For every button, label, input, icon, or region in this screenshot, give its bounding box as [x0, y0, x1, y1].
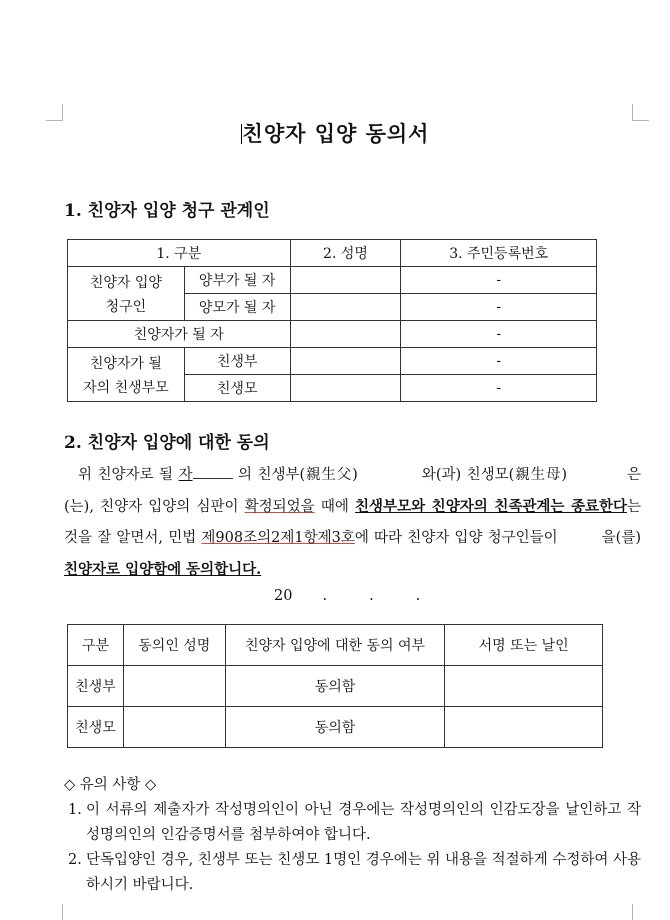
- applicant-table: [67, 239, 597, 402]
- header-name: 2. 성명: [290, 240, 401, 267]
- table-row: [68, 267, 597, 294]
- id-input-adoptive-mother[interactable]: -: [401, 294, 597, 321]
- table-row: [68, 348, 597, 375]
- date-sep: .: [322, 588, 328, 604]
- consenter-name-input[interactable]: [123, 707, 225, 748]
- consent-value: 동의함: [225, 666, 445, 707]
- date-sep: .: [369, 588, 374, 604]
- section2-heading: 2. 친양자 입양에 대한 동의: [64, 433, 270, 453]
- name-input-child[interactable]: [290, 321, 401, 348]
- notice-item: 2. 단독입양인 경우, 친생부 또는 친생모 1명인 경우에는 위 내용을 적절하게 수정하여 사용하시기 바랍니다.: [68, 852, 641, 893]
- id-input-bio-mother[interactable]: -: [401, 375, 597, 402]
- header-category: 구분: [68, 625, 124, 666]
- id-input-child[interactable]: -: [401, 321, 597, 348]
- document-title[interactable]: 친양자 입양 동의서: [242, 121, 430, 146]
- date-year: 20: [274, 588, 293, 604]
- table-header-row: [68, 240, 597, 267]
- law-reference: 제908조의2제1항제3호: [201, 530, 355, 546]
- signature-field[interactable]: [445, 666, 603, 707]
- consent-paragraph: 위 친양자로 될 자 의 친생부(親生父) 와(과) 친생모(親生母) 은(는), 친양자 입양의 심판이 확정되었을 때에 친생부모와 친양자의 친족관계는 종료한다는 것을 잘 알면서, 민법 제908조의2제1항제3호에 따라 친양자 입양 청구인들이 을(를) 친양자로 입양함에 동의합니다.: [64, 467, 641, 578]
- page-corner-mark: [46, 904, 63, 920]
- row-label: 친생부: [68, 666, 124, 707]
- notice-title: ◇ 유의 사항 ◇: [64, 777, 157, 793]
- section1-heading: 1. 친양자 입양 청구 관계인: [64, 201, 270, 221]
- date-line[interactable]: [274, 588, 420, 604]
- group-applicant: 친양자 입양 청구인: [68, 267, 185, 321]
- table-row: [68, 707, 603, 748]
- child-name-blank-line[interactable]: [193, 478, 233, 479]
- date-sep: .: [415, 588, 421, 604]
- header-consenter-name: 동의인 성명: [123, 625, 225, 666]
- row-label-bio-mother: 친생모: [184, 375, 290, 402]
- group-biological-parents: 친양자가 될 자의 친생부모: [68, 348, 185, 402]
- text-cursor: [241, 124, 242, 144]
- notice-item: 1. 이 서류의 제출자가 작성명의인이 아닌 경우에는 작성명의인의 인감도장을 날인하고 작성명의인의 인감증명서를 첨부하여야 합니다.: [68, 802, 641, 843]
- table-row: [68, 321, 597, 348]
- consent-statement: 친양자로 입양함에 동의합니다.: [64, 561, 262, 578]
- row-label: 친생모: [68, 707, 124, 748]
- signature-field[interactable]: [445, 707, 603, 748]
- id-input-adoptive-father[interactable]: -: [401, 267, 597, 294]
- consenter-name-input[interactable]: [123, 666, 225, 707]
- name-input-adoptive-father[interactable]: [290, 267, 401, 294]
- table-header-row: [68, 625, 603, 666]
- table-row: [68, 666, 603, 707]
- termination-clause: 친생부모와 친양자의 친족관계는 종료한다: [355, 498, 627, 515]
- name-input-bio-father[interactable]: [290, 348, 401, 375]
- header-id-number: 3. 주민등록번호: [401, 240, 597, 267]
- row-label-child: 친양자가 될 자: [68, 321, 291, 348]
- name-input-adoptive-mother[interactable]: [290, 294, 401, 321]
- header-signature: 서명 또는 날인: [445, 625, 603, 666]
- row-label-adoptive-father: 양부가 될 자: [184, 267, 290, 294]
- row-label-bio-father: 친생부: [184, 348, 290, 375]
- child-name-blank[interactable]: 자: [178, 467, 193, 483]
- page-corner-mark: [632, 904, 649, 920]
- name-input-bio-mother[interactable]: [290, 375, 401, 402]
- consent-value: 동의함: [225, 707, 445, 748]
- header-consent-status: 친양자 입양에 대한 동의 여부: [225, 625, 445, 666]
- row-label-adoptive-mother: 양모가 될 자: [184, 294, 290, 321]
- id-input-bio-father[interactable]: -: [401, 348, 597, 375]
- consent-table: [67, 624, 603, 748]
- header-category: 1. 구분: [68, 240, 291, 267]
